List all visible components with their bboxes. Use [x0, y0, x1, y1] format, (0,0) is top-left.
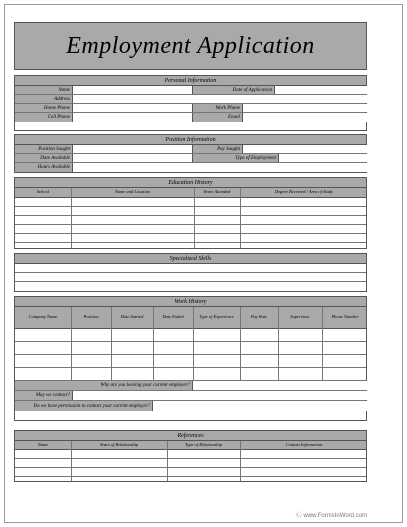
row-may-we-contact	[15, 391, 366, 401]
col-years-of-relationship: Years of Relationship	[99, 441, 139, 447]
page-title: Employment Application	[14, 22, 367, 70]
work-phone-field[interactable]	[243, 104, 368, 112]
label-type-of-employment: Type of Employment	[193, 154, 279, 162]
education-row-2[interactable]	[15, 207, 366, 216]
home-phone-field[interactable]	[73, 104, 193, 112]
col-divider	[240, 441, 241, 481]
education-row-5[interactable]	[15, 234, 366, 243]
label-date-available: Date Available	[15, 154, 73, 162]
col-date-started: Date Started	[120, 314, 144, 320]
work-column-headers	[15, 307, 366, 329]
section-header-personal: Personal Information	[15, 76, 366, 86]
row-home-phone	[15, 104, 366, 113]
label-home-phone: Home Phone	[15, 104, 73, 112]
col-contact-information: Contact Information	[285, 441, 323, 447]
work-row-3[interactable]	[15, 355, 366, 368]
col-divider	[278, 307, 279, 381]
col-divider	[240, 188, 241, 248]
col-divider	[71, 441, 72, 481]
section-header-skills: Specialized Skills	[15, 254, 366, 264]
section-header-position: Position Information	[15, 135, 366, 145]
specialized-skills-section	[14, 253, 367, 292]
col-position: Position	[83, 314, 99, 320]
label-address: Address	[15, 95, 73, 103]
col-divider	[167, 441, 168, 481]
may-we-contact-field[interactable]	[73, 391, 368, 400]
skills-row-1[interactable]	[15, 264, 366, 273]
email-field[interactable]	[243, 113, 368, 122]
col-ref-name: Name	[37, 441, 49, 447]
skills-row-2[interactable]	[15, 273, 366, 282]
references-column-headers	[15, 441, 366, 450]
col-pay-rate: Pay Rate	[250, 314, 268, 320]
col-type-of-experience: Type of Experience	[199, 314, 234, 320]
date-of-application-field[interactable]	[275, 86, 368, 94]
col-divider	[111, 307, 112, 381]
row-address	[15, 95, 366, 104]
col-type-of-relationship: Type of Relationship	[185, 441, 222, 447]
label-reason-for-leaving: Why are you leaving your current employer?	[15, 381, 193, 390]
work-row-4[interactable]	[15, 368, 366, 381]
col-divider	[193, 307, 194, 381]
personal-information-section	[14, 75, 367, 131]
col-years-attended: Years Attended	[203, 189, 231, 195]
label-position-sought: Position Sought	[15, 145, 73, 153]
row-hours-available	[15, 163, 366, 172]
education-row-3[interactable]	[15, 216, 366, 225]
row-date-available	[15, 154, 366, 163]
col-divider	[71, 307, 72, 381]
row-position-sought	[15, 145, 366, 154]
section-header-work: Work History	[15, 297, 366, 307]
label-work-phone: Work Phone	[193, 104, 243, 112]
reason-for-leaving-field[interactable]	[193, 381, 368, 390]
education-column-headers	[15, 188, 366, 198]
label-may-we-contact: May we contact?	[15, 391, 73, 400]
permission-field[interactable]	[153, 401, 368, 411]
col-divider	[71, 188, 72, 248]
date-available-field[interactable]	[73, 154, 193, 162]
reference-row-3[interactable]	[15, 468, 366, 477]
address-field[interactable]	[73, 95, 368, 103]
position-sought-field[interactable]	[73, 145, 193, 153]
label-email: Email	[193, 113, 243, 122]
skills-row-3[interactable]	[15, 282, 366, 291]
reference-row-1[interactable]	[15, 450, 366, 459]
label-date-of-application: Date of Application	[193, 86, 275, 94]
hours-available-field[interactable]	[73, 163, 368, 172]
row-reason-for-leaving	[15, 381, 366, 391]
col-divider	[153, 307, 154, 381]
education-row-1[interactable]	[15, 198, 366, 207]
col-divider	[194, 188, 195, 248]
label-name: Name	[15, 86, 73, 94]
work-history-section	[14, 296, 367, 421]
pay-sought-field[interactable]	[243, 145, 368, 153]
col-date-ended: Date Ended	[162, 314, 184, 320]
name-field[interactable]	[73, 86, 193, 94]
col-school: School	[36, 189, 50, 195]
type-of-employment-field[interactable]	[279, 154, 368, 162]
section-header-education: Education History	[15, 178, 366, 188]
work-row-1[interactable]	[15, 329, 366, 342]
cell-phone-field[interactable]	[73, 113, 193, 122]
section-header-references: References	[15, 431, 366, 441]
col-degree: Degree Received / Area of Study	[274, 189, 334, 195]
col-company-name: Company Name	[28, 314, 58, 320]
education-history-section	[14, 177, 367, 249]
work-row-2[interactable]	[15, 342, 366, 355]
reference-row-2[interactable]	[15, 459, 366, 468]
education-row-4[interactable]	[15, 225, 366, 234]
row-name	[15, 86, 366, 95]
col-name-location: Name and Location	[114, 189, 151, 195]
row-permission	[15, 401, 366, 411]
label-permission: Do we have permission to contact your current employer?	[15, 401, 153, 411]
col-divider	[322, 307, 323, 381]
col-divider	[240, 307, 241, 381]
references-section	[14, 430, 367, 482]
label-hours-available: Hours Available	[15, 163, 73, 172]
col-phone-number: Phone Number	[331, 314, 359, 320]
col-supervisor: Supervisor	[290, 314, 310, 320]
footer-watermark: Ⓒ www.FormsInWord.com	[295, 513, 367, 519]
row-cell-phone	[15, 113, 366, 122]
label-cell-phone: Cell Phone	[15, 113, 73, 122]
position-information-section	[14, 134, 367, 173]
label-pay-sought: Pay Sought	[193, 145, 243, 153]
